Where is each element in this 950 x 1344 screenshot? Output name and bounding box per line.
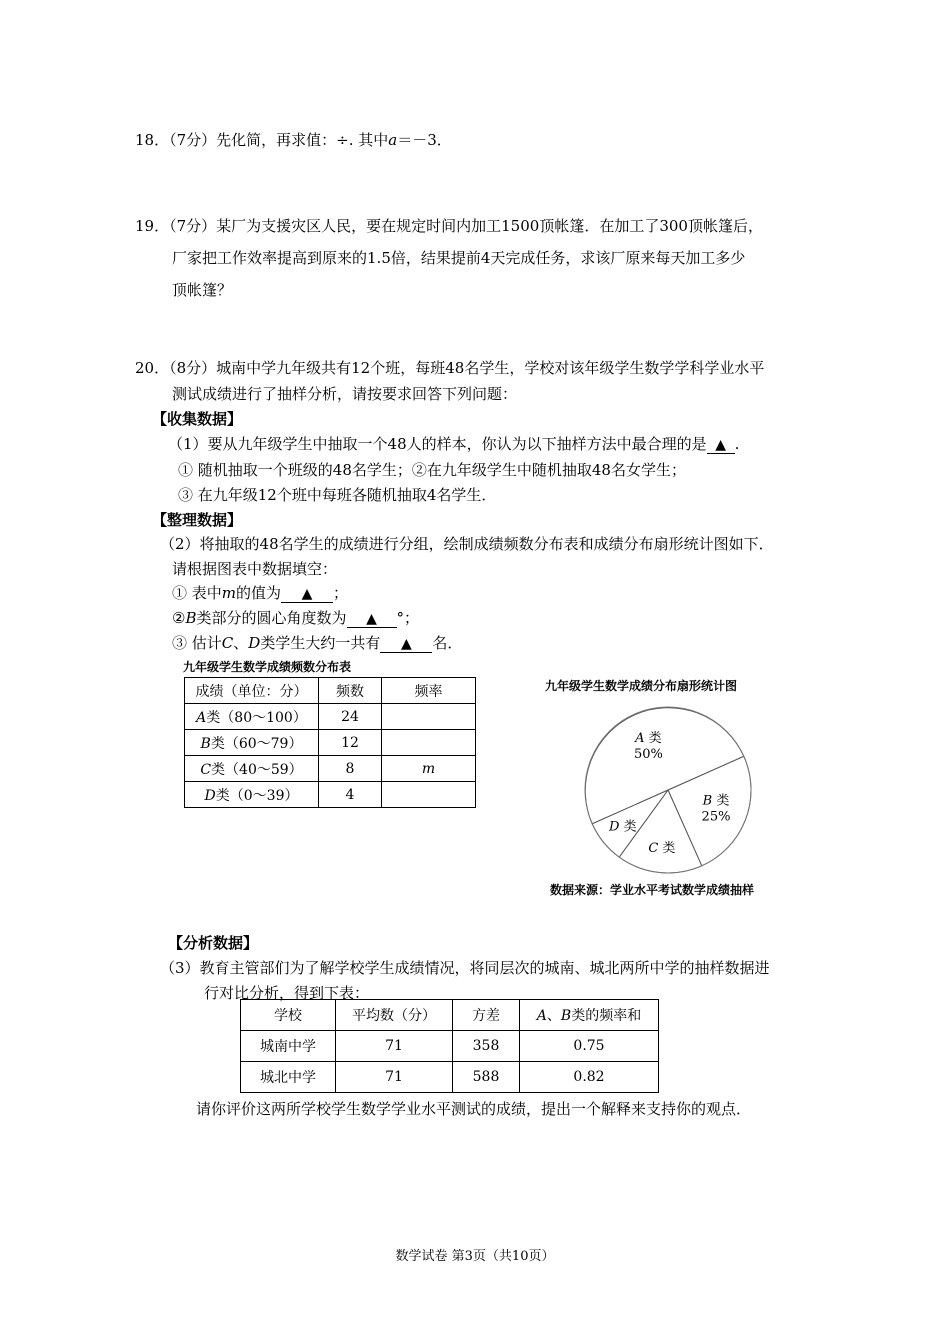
count-cell: 24 bbox=[319, 704, 382, 730]
pie-label-c: C 类 bbox=[648, 840, 676, 856]
question-20 bbox=[135, 357, 764, 378]
part1-option1: ① 随机抽取一个班级的48名学生；②在九年级学生中随机抽取48名女学生； bbox=[178, 461, 686, 479]
question-18 bbox=[135, 129, 452, 150]
fill2-prefix: ② bbox=[172, 609, 186, 627]
answer-blank-1[interactable]: ▲ bbox=[707, 437, 735, 454]
rate-cell bbox=[382, 704, 476, 730]
q20-number: 20． bbox=[135, 359, 170, 377]
part2-line2: 请根据图表中数据填空： bbox=[172, 560, 338, 578]
answer-blank-4[interactable]: ▲ bbox=[380, 636, 432, 653]
q18-text-end: ＝－3． bbox=[397, 131, 452, 149]
organize-header: 【整理数据】 bbox=[152, 511, 243, 529]
fill3-text: 类学生大约一共有 bbox=[260, 634, 381, 652]
fill3-end: 名． bbox=[432, 634, 463, 652]
q20-intro1: （8分）城南中学九年级共有12个班，每班48名学生，学校对该年级学生数学学科学业水平 bbox=[169, 359, 765, 377]
part1-option2: ③ 在九年级12个班中每班各随机抽取4名学生． bbox=[178, 486, 497, 504]
q19-line1: （7分）某厂为支援灾区人民，要在规定时间内加工1500顶帐篷．在加工了300顶帐篷后， bbox=[169, 217, 763, 235]
freq-table-header bbox=[185, 678, 476, 704]
fill2-end: °； bbox=[396, 609, 420, 627]
pie-label-a: A 类 bbox=[635, 731, 662, 746]
table-row bbox=[241, 1062, 659, 1093]
analyze-header: 【分析数据】 bbox=[168, 934, 259, 952]
ab-rate-cell: 0.75 bbox=[520, 1031, 659, 1062]
part2-line1: （2）将抽取的48名学生的成绩进行分组，绘制成绩频数分布表和成绩分布扇形统计图如下． bbox=[160, 535, 774, 553]
cmp-table-header bbox=[241, 1000, 659, 1031]
count-cell: 8 bbox=[319, 756, 382, 782]
mean-cell: 71 bbox=[336, 1031, 453, 1062]
q18-text: （7分）先化简，再求值：÷. 其中 bbox=[169, 131, 389, 149]
pie-percent-b: 25% bbox=[701, 809, 731, 825]
fill-item-2 bbox=[172, 607, 419, 628]
cat-range: 类（0～39） bbox=[215, 787, 299, 804]
part1-text: （1）要从九年级学生中抽取一个48人的样本，你认为以下抽样方法中最合理的是 bbox=[168, 435, 707, 453]
cat-range: 类（40～59） bbox=[211, 761, 303, 778]
pie-label-d: D 类 bbox=[609, 819, 637, 835]
table-row bbox=[185, 704, 476, 730]
header-school: 学校 bbox=[241, 1000, 336, 1031]
freq-table-title: 九年级学生数学成绩频数分布表 bbox=[183, 660, 352, 674]
ab-b: B bbox=[560, 1008, 572, 1024]
table-row bbox=[185, 782, 476, 808]
q18-number: 18． bbox=[135, 131, 170, 149]
score-cell bbox=[185, 704, 319, 730]
fill2-var: B bbox=[185, 609, 197, 627]
question-19 bbox=[135, 215, 763, 236]
ab-rate-cell: 0.82 bbox=[520, 1062, 659, 1093]
fill1-text: 的值为 bbox=[236, 584, 282, 602]
header-count: 频数 bbox=[319, 678, 382, 704]
score-cell bbox=[185, 756, 319, 782]
q19-line3: 顶帐篷？ bbox=[172, 281, 233, 299]
rate-cell: m bbox=[382, 756, 476, 782]
part3-line1: （3）教育主管部们为了解学校学生成绩情况，将同层次的城南、城北两所中学的抽样数据进 bbox=[160, 959, 770, 977]
part3-line2: 行对比分析，得到下表： bbox=[204, 984, 370, 1002]
count-cell: 12 bbox=[319, 730, 382, 756]
cat-letter: A bbox=[196, 709, 207, 726]
fill1-prefix: ① 表中 bbox=[172, 584, 222, 602]
fill-item-3 bbox=[172, 632, 462, 653]
cat-letter: C bbox=[200, 761, 212, 778]
pie-chart-title: 九年级学生数学成绩分布扇形统计图 bbox=[545, 679, 738, 693]
ab-sep: 、 bbox=[546, 1008, 561, 1024]
header-mean: 平均数（分） bbox=[336, 1000, 453, 1031]
score-cell bbox=[185, 782, 319, 808]
answer-blank-2[interactable]: ▲ bbox=[281, 586, 333, 603]
part1-end: . bbox=[734, 435, 740, 453]
cat-range: 类（60～79） bbox=[210, 735, 303, 752]
q20-intro2: 测试成绩进行了抽样分析，请按要求回答下列问题： bbox=[172, 385, 518, 403]
fill-item-1 bbox=[172, 582, 348, 603]
header-rate: 频率 bbox=[382, 678, 476, 704]
answer-blank-3[interactable]: ▲ bbox=[347, 611, 397, 628]
school-cell: 城北中学 bbox=[241, 1062, 336, 1093]
table-row bbox=[185, 730, 476, 756]
q19-line2: 厂家把工作效率提高到原来的1.5倍，结果提前4天完成任务，求该厂原来每天加工多少 bbox=[172, 249, 746, 267]
header-variance: 方差 bbox=[453, 1000, 520, 1031]
table-row bbox=[241, 1031, 659, 1062]
q18-var: a bbox=[388, 131, 398, 149]
cat-range: 类（80～100） bbox=[206, 709, 307, 726]
fill1-end: ； bbox=[333, 584, 349, 602]
freq-table bbox=[184, 677, 476, 808]
fill2-text: 类部分的圆心角度数为 bbox=[196, 609, 347, 627]
fill3-var-d: D bbox=[248, 634, 261, 652]
cat-letter: D bbox=[204, 787, 216, 804]
comparison-table bbox=[240, 999, 659, 1093]
ab-a: A bbox=[536, 1008, 547, 1024]
count-cell: 4 bbox=[319, 782, 382, 808]
variance-cell: 358 bbox=[453, 1031, 520, 1062]
collect-header: 【收集数据】 bbox=[152, 410, 243, 428]
q19-number: 19． bbox=[135, 217, 170, 235]
variance-cell: 588 bbox=[453, 1062, 520, 1093]
fill3-var-c: C bbox=[221, 634, 234, 652]
header-score: 成绩（单位：分） bbox=[185, 678, 319, 704]
rate-cell bbox=[382, 730, 476, 756]
part1-question bbox=[168, 433, 739, 454]
pie-percent-a: 50% bbox=[633, 747, 663, 762]
mean-cell: 71 bbox=[336, 1062, 453, 1093]
fill3-prefix: ③ 估计 bbox=[172, 634, 222, 652]
score-cell bbox=[185, 730, 319, 756]
page-footer: 数学试卷 第3页（共10页） bbox=[395, 1249, 555, 1264]
chart-source: 数据来源：学业水平考试数学成绩抽样 bbox=[550, 883, 755, 897]
fill3-sep: 、 bbox=[233, 634, 249, 652]
fill1-var: m bbox=[221, 584, 237, 602]
school-cell: 城南中学 bbox=[241, 1031, 336, 1062]
table-row bbox=[185, 756, 476, 782]
cat-letter: B bbox=[200, 735, 211, 752]
pie-label-b: B 类 bbox=[702, 793, 730, 809]
part3-tail: 请你评价这两所学校学生数学学业水平测试的成绩，提出一个解释来支持你的观点． bbox=[196, 1100, 752, 1118]
ab-tail: 类的频率和 bbox=[571, 1008, 642, 1024]
header-ab-rate bbox=[520, 1000, 659, 1031]
pie-chart bbox=[575, 700, 775, 880]
rate-cell bbox=[382, 782, 476, 808]
